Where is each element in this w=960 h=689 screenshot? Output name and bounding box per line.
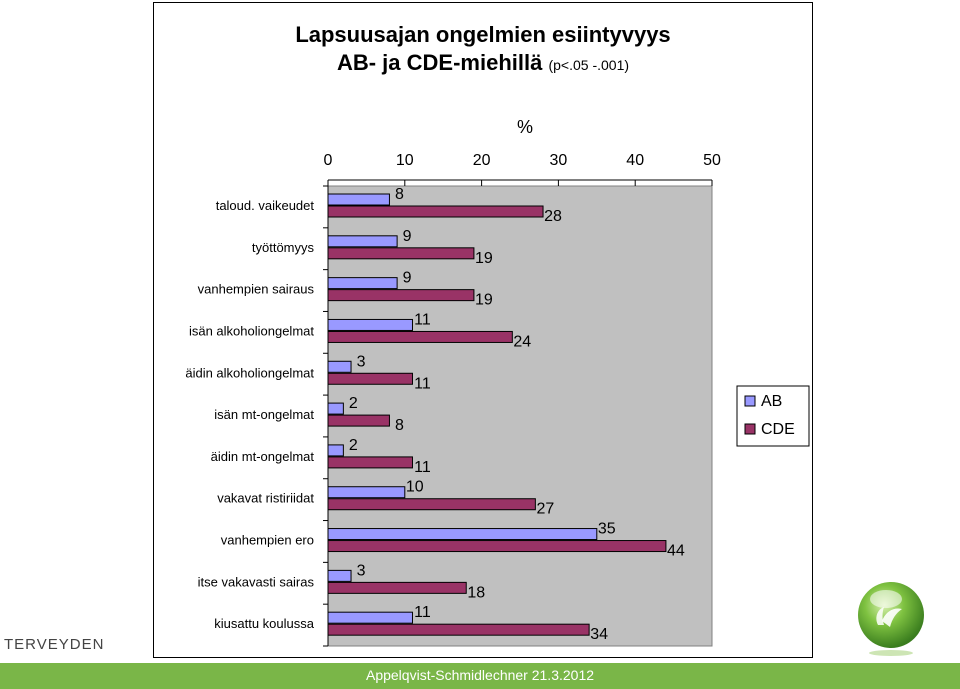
data-label-cde: 8 bbox=[394, 417, 404, 435]
x-tick-label: 30 bbox=[549, 152, 568, 169]
chart-subtitle-main: AB- ja CDE-miehillä bbox=[336, 50, 543, 75]
bar-ab bbox=[328, 487, 405, 498]
bar-ab bbox=[328, 236, 397, 247]
bar-cde bbox=[328, 457, 412, 468]
bar-cde bbox=[328, 206, 543, 217]
data-label-ab: 2 bbox=[348, 395, 358, 413]
data-label-cde: 27 bbox=[536, 500, 555, 518]
category-label: äidin alkoholiongelmat bbox=[185, 365, 314, 381]
bar-cde bbox=[328, 541, 666, 552]
bar-cde bbox=[328, 331, 512, 342]
legend-label-ab: AB bbox=[761, 393, 783, 410]
bar-cde bbox=[328, 624, 589, 635]
category-label: vakavat ristiriidat bbox=[217, 490, 314, 506]
globe-logo-icon bbox=[852, 577, 930, 657]
data-label-ab: 3 bbox=[356, 353, 366, 371]
footer-credit: Appelqvist-Schmidlechner 21.3.2012 bbox=[365, 667, 595, 683]
x-tick-label: 50 bbox=[703, 152, 721, 169]
category-label: taloud. vaikeudet bbox=[215, 198, 314, 213]
bar-ab bbox=[328, 319, 412, 330]
category-label: itse vakavasti sairas bbox=[197, 574, 314, 590]
bar-ab bbox=[328, 194, 389, 205]
bar-cde bbox=[328, 499, 535, 510]
legend-swatch-cde bbox=[745, 424, 755, 434]
category-label: isän alkoholiongelmat bbox=[188, 323, 314, 339]
data-label-ab: 11 bbox=[414, 604, 431, 622]
data-label-cde: 34 bbox=[590, 626, 609, 644]
data-label-cde: 19 bbox=[475, 291, 493, 309]
data-label-ab: 9 bbox=[402, 269, 412, 287]
x-tick-label: 0 bbox=[323, 152, 333, 169]
x-axis-title: % bbox=[516, 117, 534, 137]
data-label-cde: 11 bbox=[414, 375, 431, 393]
category-label: kiusattu koulussa bbox=[214, 616, 314, 632]
bar-ab bbox=[328, 278, 397, 289]
data-label-ab: 2 bbox=[348, 436, 358, 454]
category-label: vanhempien sairaus bbox=[197, 281, 314, 297]
legend-label-cde: CDE bbox=[761, 421, 795, 438]
legend bbox=[737, 386, 809, 446]
x-tick-label: 40 bbox=[626, 152, 645, 169]
data-label-cde: 19 bbox=[475, 249, 493, 267]
x-tick-label: 20 bbox=[472, 152, 491, 169]
category-label: isän mt-ongelmat bbox=[214, 407, 314, 423]
bar-ab bbox=[328, 570, 351, 581]
bar-cde bbox=[328, 248, 474, 259]
brand-text: TERVEYDEN bbox=[0, 636, 108, 653]
chart-significance-note: (p<.05 -.001) bbox=[548, 57, 630, 73]
data-label-cde: 24 bbox=[513, 333, 532, 351]
chart-title: Lapsuusajan ongelmien esiintyvyys bbox=[295, 22, 671, 47]
bar-cde bbox=[328, 290, 474, 301]
bar-ab bbox=[328, 612, 412, 623]
data-label-ab: 35 bbox=[597, 520, 616, 538]
bar-cde bbox=[328, 415, 389, 426]
x-tick-label: 10 bbox=[395, 152, 414, 169]
data-label-cde: 18 bbox=[467, 584, 486, 602]
legend-swatch-ab bbox=[745, 396, 755, 406]
bar-cde bbox=[328, 582, 466, 593]
category-label: vanhempien ero bbox=[220, 532, 314, 548]
bar-ab bbox=[328, 445, 343, 456]
bar-ab bbox=[328, 529, 597, 540]
category-label: työttömyys bbox=[251, 239, 314, 255]
bar-cde bbox=[328, 373, 412, 384]
data-label-ab: 11 bbox=[414, 311, 431, 329]
category-label: äidin mt-ongelmat bbox=[210, 448, 314, 464]
data-label-ab: 8 bbox=[394, 186, 404, 203]
data-label-cde: 11 bbox=[414, 458, 431, 476]
data-label-cde: 28 bbox=[544, 208, 562, 225]
data-label-ab: 10 bbox=[405, 478, 424, 496]
bar-ab bbox=[328, 403, 343, 414]
bar-ab bbox=[328, 361, 351, 372]
data-label-ab: 3 bbox=[356, 562, 366, 580]
data-label-cde: 44 bbox=[667, 542, 685, 560]
data-label-ab: 9 bbox=[402, 227, 412, 245]
